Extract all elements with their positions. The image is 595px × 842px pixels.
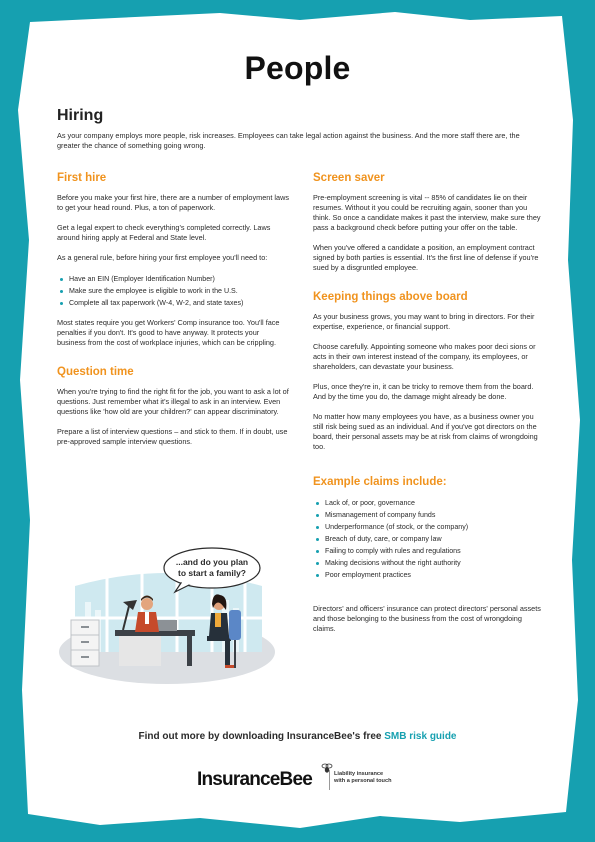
first-hire-paragraph: Get a legal expert to check everything's completed correctly. Laws around hiring apply at Federal and State level. [57,223,271,242]
list-item: Breach of duty, care, or company law [325,533,545,545]
list-item: Have an EIN (Employer Identification Number) [69,273,289,285]
keeping-paragraph: Plus, once they're in, it can be tricky to remove them from the board. And by the time you do, the damage might already be done. [313,382,534,401]
question-time-heading: Question time [57,366,134,378]
first-hire-paragraph: As a general rule, before hiring your first employee you'll need to: [57,253,268,262]
keeping-paragraph: No matter how many employees you have, as a business owner you still risk being sued as an individual. And if you've got directors on the board, their personal assets may be at risk from claims of wrongdoing too. [313,412,538,451]
logo-tagline [334,771,392,785]
claims-heading: Example claims include: [313,476,447,488]
question-time-paragraph: Prepare a list of interview questions – and stick to them. If in doubt, use pre-approved sample interview questions. [57,427,288,446]
first-hire-list [57,273,289,309]
speech-bubble-line: ...and do you plan [175,557,249,567]
page-title: People [244,50,351,86]
keeping-heading: Keeping things above board [313,291,468,303]
first-hire-paragraph: Most states require you get Workers' Comp insurance too. You'll face penalties if you don't. It's good to have anyway. It protects your business from the cost of workplace injuries, which can be crippling. [57,318,280,347]
question-time-paragraph: When you're trying to find the right fit for the job, you want to ask a lot of questions. Just remember what it's illegal to ask in an interview. Even questions like 'how old are your children?' can appear discriminatory. [57,387,289,416]
smb-risk-guide-link[interactable]: SMB risk guide [384,731,457,742]
list-item: Lack of, or poor, governance [325,497,545,509]
list-item: Making decisions without the right authority [325,557,545,569]
cta-text: Find out more by downloading InsuranceBee's free [138,731,385,742]
screen-saver-heading: Screen saver [313,172,385,184]
keeping-paragraph: As your business grows, you may want to bring in directors. For their expertise, experience, or financial support. [313,312,535,331]
logo-tagline-line: Liability insurance [334,771,384,777]
right-column [313,172,545,644]
logo-divider [329,770,330,790]
list-item: Mismanagement of company funds [325,509,545,521]
list-item: Poor employment practices [325,569,545,581]
logo-tagline-line: with a personal touch [334,778,392,784]
left-column [57,172,289,457]
first-hire-paragraph: Before you make your first hire, there are a number of employment laws to get your head round. Plus, a ton of paperwork. [57,193,289,212]
interview-illustration [57,540,277,690]
footer-cta [0,731,595,742]
hiring-intro: As your company employs more people, risk increases. Employees can take legal action against the business. And the more staff there are, the greater the chance of something going wrong. [57,131,520,150]
screen-saver-paragraph: When you've offered a candidate a position, an employment contract signed by both parties is essential. It's the first line of defense if you're sued by a disgruntled employee. [313,243,539,272]
claims-closing-paragraph: Directors' and officers' insurance can protect directors' personal assets and those belonging to the business from the cost of wrongdoing claims. [313,604,541,633]
insurancebee-logo [197,766,427,796]
screen-saver-paragraph: Pre-employment screening is vital -- 85% of candidates lie on their resumes. Without it you could be recruiting again, sooner than you think. So once a candidate makes it past the interview, make sure they pass a background check before putting your offer on the table. [313,193,541,232]
list-item: Failing to comply with rules and regulations [325,545,545,557]
bee-icon [321,763,333,773]
list-item: Underperformance (of stock, or the company) [325,521,545,533]
keeping-paragraph: Choose carefully. Appointing someone who makes poor deci sions or acts in their own interest instead of the company, its employees, or shareholders, can devastate your business. [313,342,536,371]
list-item: Make sure the employee is eligible to work in the U.S. [69,285,289,297]
logo-wordmark: InsuranceBee [197,769,313,790]
first-hire-heading: First hire [57,172,107,184]
hiring-heading: Hiring [57,107,104,124]
list-item: Complete all tax paperwork (W-4, W-2, and state taxes) [69,297,289,309]
claims-list [313,497,545,581]
speech-bubble-line: to start a family? [177,568,247,578]
